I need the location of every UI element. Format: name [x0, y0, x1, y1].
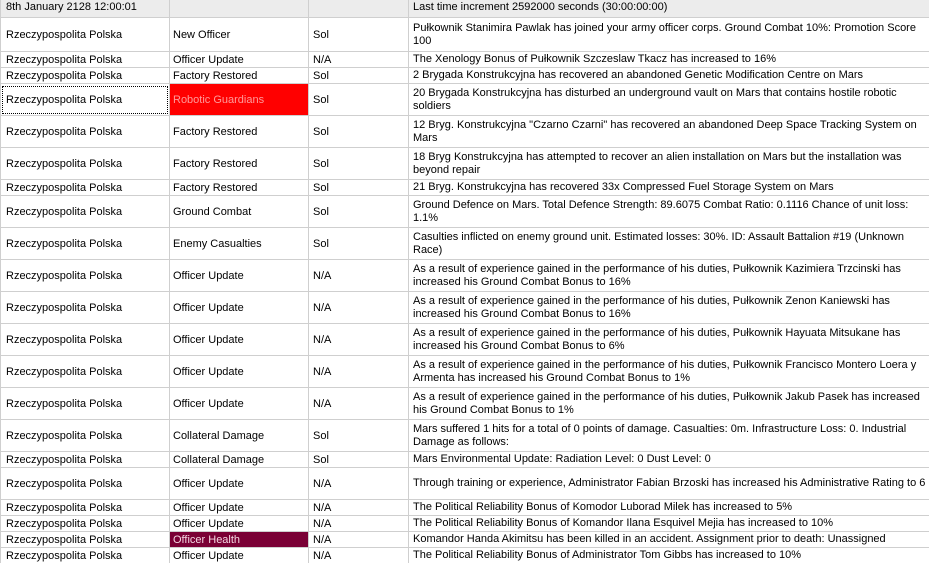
event-row[interactable] — [0, 356, 929, 388]
event-type-cell[interactable]: Officer Update — [170, 356, 309, 388]
system-cell[interactable]: Sol — [309, 180, 409, 196]
event-text-cell[interactable] — [409, 260, 929, 292]
system-cell[interactable]: Sol — [309, 116, 409, 148]
event-text: As a result of experience gained in the performance of his duties, Pułkownik Francisco Montero Loera y Armenta has increased his Ground Combat Bonus to 1% — [413, 358, 917, 384]
race-cell[interactable]: Rzeczypospolita Polska — [0, 356, 170, 388]
event-type-cell[interactable]: Officer Update — [170, 260, 309, 292]
race-cell[interactable]: Rzeczypospolita Polska — [0, 52, 170, 68]
event-text-cell[interactable] — [409, 228, 929, 260]
event-text: As a result of experience gained in the performance of his duties, Pułkownik Zenon Kaniewski has increased his Ground Combat Bonus to 16% — [413, 294, 890, 320]
event-text-cell[interactable] — [409, 68, 929, 84]
event-text: 12 Bryg. Konstrukcyjna "Czarno Czarni" has recovered an abandoned Deep Space Tracking System on Mars — [413, 118, 917, 144]
race-cell[interactable]: Rzeczypospolita Polska — [0, 148, 170, 180]
header-blank-cell — [309, 0, 409, 18]
event-text: 18 Bryg Konstrukcyjna has attempted to recover an alien installation on Mars but the installation was beyond repair — [413, 150, 902, 176]
race-cell[interactable]: Rzeczypospolita Polska — [0, 452, 170, 468]
event-text-cell[interactable] — [409, 548, 929, 563]
event-type-cell[interactable]: Officer Update — [170, 292, 309, 324]
event-type-cell[interactable]: Officer Update — [170, 516, 309, 532]
race-cell[interactable]: Rzeczypospolita Polska — [0, 18, 170, 52]
system-cell[interactable]: N/A — [309, 468, 409, 500]
system-cell[interactable]: N/A — [309, 324, 409, 356]
date-cell: 8th January 2128 12:00:01 — [0, 0, 170, 18]
event-type-cell[interactable]: Ground Combat — [170, 196, 309, 228]
event-row[interactable] — [0, 388, 929, 420]
event-text-cell[interactable] — [409, 148, 929, 180]
event-text-cell[interactable] — [409, 84, 929, 116]
event-type-cell[interactable]: Officer Update — [170, 468, 309, 500]
system-cell[interactable]: N/A — [309, 516, 409, 532]
event-type-cell[interactable]: Factory Restored — [170, 148, 309, 180]
event-row[interactable] — [0, 548, 929, 563]
event-row[interactable] — [0, 148, 929, 180]
event-text-cell[interactable] — [409, 18, 929, 52]
system-cell[interactable]: N/A — [309, 500, 409, 516]
event-text: Through training or experience, Administrator Fabian Brzoski has increased his Administrative Rating to 6 — [413, 477, 926, 489]
event-text-cell[interactable] — [409, 196, 929, 228]
race-cell[interactable]: Rzeczypospolita Polska — [0, 84, 170, 116]
event-text: The Political Reliability Bonus of Administrator Tom Gibbs has increased to 10% — [413, 549, 802, 561]
event-type-cell[interactable]: Enemy Casualties — [170, 228, 309, 260]
event-text-cell[interactable] — [409, 468, 929, 500]
increment-cell: Last time increment 2592000 seconds (30:00:00:00) — [409, 0, 929, 18]
event-type-cell[interactable]: Officer Update — [170, 388, 309, 420]
system-cell[interactable]: N/A — [309, 260, 409, 292]
event-text: The Xenology Bonus of Pułkownik Szczeslaw Tkacz has increased to 16% — [413, 53, 776, 65]
system-cell[interactable]: N/A — [309, 532, 409, 548]
system-cell[interactable]: Sol — [309, 420, 409, 452]
event-text: 2 Brygada Konstrukcyjna has recovered an abandoned Genetic Modification Centre on Mars — [413, 69, 864, 81]
system-cell[interactable]: Sol — [309, 452, 409, 468]
event-text: Mars suffered 1 hits for a total of 0 points of damage. Casualties: 0m. Infrastructure Loss: 0. Industrial Damage as follows: — [413, 422, 907, 448]
race-cell[interactable]: Rzeczypospolita Polska — [0, 324, 170, 356]
race-cell[interactable]: Rzeczypospolita Polska — [0, 468, 170, 500]
system-cell[interactable]: Sol — [309, 148, 409, 180]
event-text-cell[interactable] — [409, 500, 929, 516]
system-cell[interactable]: N/A — [309, 548, 409, 563]
race-cell[interactable]: Rzeczypospolita Polska — [0, 260, 170, 292]
event-text: 20 Brygada Konstrukcyjna has disturbed an underground vault on Mars that contains hostile robotic soldiers — [413, 86, 897, 112]
event-text: Ground Defence on Mars. Total Defence Strength: 89.6075 Combat Ratio: 0.1116 Chance of unit loss: 1.1% — [413, 198, 909, 224]
race-cell[interactable]: Rzeczypospolita Polska — [0, 68, 170, 84]
event-row[interactable] — [0, 260, 929, 292]
event-text-cell[interactable] — [409, 516, 929, 532]
system-cell[interactable]: Sol — [309, 68, 409, 84]
event-text-cell[interactable] — [409, 388, 929, 420]
event-text: As a result of experience gained in the performance of his duties, Pułkownik Hayuata Mitsukane has increased his Ground Combat Bonus to 6% — [413, 326, 901, 352]
event-row[interactable] — [0, 292, 929, 324]
race-cell[interactable]: Rzeczypospolita Polska — [0, 388, 170, 420]
event-text: Mars Environmental Update: Radiation Level: 0 Dust Level: 0 — [413, 453, 711, 465]
event-text: The Political Reliability Bonus of Komandor Ilana Esquivel Mejia has increased to 10% — [413, 517, 834, 529]
event-text: As a result of experience gained in the performance of his duties, Pułkownik Kazimiera Trzcinski has increased his Ground Combat Bonus to 16% — [413, 262, 901, 288]
event-type-cell[interactable]: Collateral Damage — [170, 420, 309, 452]
event-type-cell[interactable]: Officer Update — [170, 500, 309, 516]
race-cell[interactable]: Rzeczypospolita Polska — [0, 500, 170, 516]
system-cell[interactable]: Sol — [309, 228, 409, 260]
event-type-cell[interactable]: Officer Update — [170, 324, 309, 356]
event-text-cell[interactable] — [409, 452, 929, 468]
event-text: The Political Reliability Bonus of Komodor Luborad Milek has increased to 5% — [413, 501, 793, 513]
race-cell[interactable]: Rzeczypospolita Polska — [0, 116, 170, 148]
event-row[interactable] — [0, 228, 929, 260]
race-cell[interactable]: Rzeczypospolita Polska — [0, 292, 170, 324]
race-cell[interactable]: Rzeczypospolita Polska — [0, 516, 170, 532]
event-type-cell[interactable]: Robotic Guardians — [170, 84, 309, 116]
event-text-cell[interactable] — [409, 356, 929, 388]
system-cell[interactable]: N/A — [309, 292, 409, 324]
event-text-cell[interactable] — [409, 180, 929, 196]
system-cell[interactable]: Sol — [309, 18, 409, 52]
event-type-cell[interactable]: Officer Update — [170, 548, 309, 563]
event-text-cell[interactable] — [409, 420, 929, 452]
race-cell[interactable]: Rzeczypospolita Polska — [0, 228, 170, 260]
event-row[interactable] — [0, 180, 929, 196]
event-text-cell[interactable] — [409, 324, 929, 356]
header-blank-cell — [170, 0, 309, 18]
event-text-cell[interactable] — [409, 116, 929, 148]
event-text: As a result of experience gained in the performance of his duties, Pułkownik Jakub Pasek has increased his Ground Combat Bonus to 1% — [413, 390, 920, 416]
event-row[interactable] — [0, 324, 929, 356]
event-row[interactable] — [0, 468, 929, 500]
system-cell[interactable]: Sol — [309, 196, 409, 228]
event-text-cell[interactable] — [409, 52, 929, 68]
event-row[interactable] — [0, 500, 929, 516]
event-type-cell[interactable]: Officer Health — [170, 532, 309, 548]
event-type-cell[interactable]: Factory Restored — [170, 68, 309, 84]
event-log-header-row — [0, 0, 929, 18]
event-text: Casulties inflicted on enemy ground unit. Estimated losses: 30%. ID: Assault Battalion #19 (Unknown Race) — [413, 230, 904, 256]
event-row[interactable] — [0, 532, 929, 548]
race-cell[interactable]: Rzeczypospolita Polska — [0, 548, 170, 563]
event-row[interactable] — [0, 420, 929, 452]
event-text-cell[interactable] — [409, 532, 929, 548]
event-row[interactable] — [0, 52, 929, 68]
event-type-cell[interactable]: New Officer — [170, 18, 309, 52]
event-row[interactable] — [0, 196, 929, 228]
race-cell[interactable]: Rzeczypospolita Polska — [0, 180, 170, 196]
system-cell[interactable]: N/A — [309, 52, 409, 68]
event-row[interactable] — [0, 452, 929, 468]
event-type-cell[interactable]: Factory Restored — [170, 180, 309, 196]
event-row[interactable] — [0, 84, 929, 116]
event-row[interactable] — [0, 68, 929, 84]
system-cell[interactable]: Sol — [309, 84, 409, 116]
event-type-cell[interactable]: Collateral Damage — [170, 452, 309, 468]
event-row[interactable] — [0, 116, 929, 148]
system-cell[interactable]: N/A — [309, 356, 409, 388]
event-type-cell[interactable]: Factory Restored — [170, 116, 309, 148]
race-cell[interactable]: Rzeczypospolita Polska — [0, 532, 170, 548]
event-text: 21 Bryg. Konstrukcyjna has recovered 33x Compressed Fuel Storage System on Mars — [413, 181, 834, 193]
race-cell[interactable]: Rzeczypospolita Polska — [0, 196, 170, 228]
event-row[interactable] — [0, 516, 929, 532]
race-cell[interactable]: Rzeczypospolita Polska — [0, 420, 170, 452]
event-type-cell[interactable]: Officer Update — [170, 52, 309, 68]
event-text: Pułkownik Stanimira Pawlak has joined your army officer corps. Ground Combat 10%: Promotion Score 100 — [413, 21, 916, 47]
event-text-cell[interactable] — [409, 292, 929, 324]
event-row[interactable] — [0, 18, 929, 52]
system-cell[interactable]: N/A — [309, 388, 409, 420]
event-text: Komandor Handa Akimitsu has been killed in an accident. Assignment prior to death: Unassigned — [413, 533, 886, 545]
